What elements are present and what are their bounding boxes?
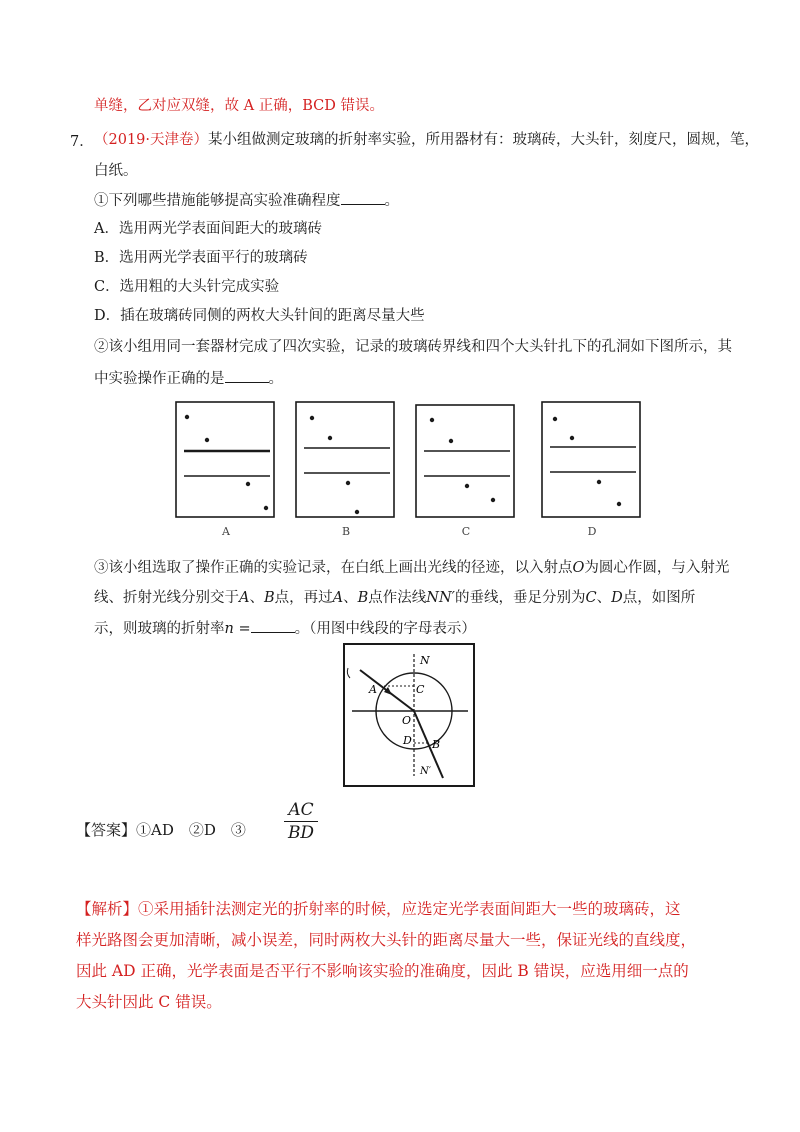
stem-line-2: 白纸。 bbox=[94, 163, 138, 179]
figure-b-label: B bbox=[341, 525, 351, 538]
part2-line-1: ②该小组用同一套器材完成了四次实验，记录的玻璃砖界线和四个大头针扎下的孔洞如下图所示，其 bbox=[94, 339, 732, 355]
figure-c-pin-3 bbox=[465, 484, 469, 488]
part2-line-2 bbox=[94, 368, 283, 389]
part3-line-3-text: 示，则玻璃的折射率 bbox=[94, 621, 225, 637]
figure-b bbox=[296, 402, 394, 538]
figure-c-pin-2 bbox=[449, 439, 453, 443]
point-a-symbol: A bbox=[239, 590, 250, 606]
figure-c-label: C bbox=[461, 525, 471, 538]
figure-b-pin-3 bbox=[346, 481, 350, 485]
figure-d-pin-2 bbox=[570, 436, 574, 440]
part3-line-3-end: 。（用图中线段的字母表示） bbox=[294, 621, 476, 637]
figure-a-frame bbox=[176, 402, 274, 517]
separator: 、 bbox=[343, 590, 358, 606]
figure-a-pin-2 bbox=[205, 438, 209, 442]
analysis-tag: 【解析】 bbox=[76, 900, 139, 918]
part1-prompt-end: 。 bbox=[384, 193, 399, 209]
option-b: B．选用两光学表面平行的玻璃砖 bbox=[94, 250, 308, 266]
analysis-text-1: ①采用插针法测定光的折射率的时候，应选定光学表面间距大一些的玻璃砖，这 bbox=[138, 900, 681, 918]
point-c-symbol: C bbox=[585, 590, 597, 606]
stem-line-1: 某小组做测定玻璃的折射率实验，所用器材有：玻璃砖，大头针，刻度尺，圆规，笔， bbox=[208, 132, 760, 148]
normal-line-symbol: NN′ bbox=[426, 590, 455, 606]
experiment-figures bbox=[170, 395, 650, 545]
figure-b-pin-1 bbox=[310, 416, 314, 420]
label-n: N bbox=[420, 654, 430, 667]
figure-a bbox=[176, 402, 274, 538]
analysis-line-3: 因此 AD 正确，光学表面是否平行不影响该实验的准确度，因此 B 错误，应选用细一点的 bbox=[76, 962, 689, 980]
point-b-symbol-2: B bbox=[357, 590, 369, 606]
answer-fraction bbox=[284, 800, 318, 843]
figure-c-pin-4 bbox=[491, 498, 495, 502]
refractive-index-symbol: n = bbox=[224, 621, 251, 637]
part3-line-1 bbox=[94, 558, 729, 578]
analysis-line-2: 样光路图会更加清晰，减小误差，同时两枚大头针的距离尽量大一些，保证光线的直线度， bbox=[76, 931, 697, 949]
part3-line-1-text: ③该小组选取了操作正确的实验记录，在白纸上画出光线的径迹，以入射点 bbox=[94, 560, 573, 576]
answer-text: ①AD ②D ③ bbox=[136, 821, 246, 839]
part3-line-2 bbox=[94, 588, 695, 608]
figure-b-pin-2 bbox=[328, 436, 332, 440]
previous-answer-tail: 单缝，乙对应双缝，故 A 正确，BCD 错误。 bbox=[94, 98, 384, 114]
part3-line-2-text: 线、折射光线分别交于 bbox=[94, 590, 239, 606]
part3-line-1-end: 为圆心作圆，与入射光 bbox=[584, 560, 730, 576]
figure-d bbox=[542, 402, 640, 538]
figure-a-pin-4 bbox=[264, 506, 268, 510]
part2-line-2-end: 。 bbox=[268, 371, 283, 387]
option-d: D．插在玻璃砖同侧的两枚大头针间的距离尽量大些 bbox=[94, 308, 425, 324]
part3-line-2-text-e: 点，如图所 bbox=[622, 590, 696, 606]
analysis-line-4: 大头针因此 C 错误。 bbox=[76, 993, 222, 1011]
question-source: （2019·天津卷） bbox=[94, 132, 209, 148]
answer-line bbox=[76, 820, 246, 840]
figure-d-label: D bbox=[587, 525, 597, 538]
question-number: 7． bbox=[70, 134, 94, 150]
question-stem bbox=[94, 130, 759, 150]
figure-c-pin-1 bbox=[430, 418, 434, 422]
figure-d-pin-4 bbox=[617, 502, 621, 506]
point-a-symbol-2: A bbox=[332, 590, 344, 606]
point-o-symbol: O bbox=[572, 560, 585, 576]
part3-line-2-text-c: 点作法线 bbox=[368, 590, 427, 606]
part2-line-2-text: 中实验操作正确的是 bbox=[94, 371, 225, 387]
separator: 、 bbox=[249, 590, 264, 606]
label-o: O bbox=[402, 714, 412, 727]
fraction-denominator: BD bbox=[287, 823, 315, 843]
label-d: D bbox=[403, 734, 412, 747]
figure-a-pin-1 bbox=[185, 415, 189, 419]
figure-c-frame bbox=[416, 405, 514, 517]
point-b-symbol: B bbox=[263, 590, 275, 606]
part3-line-3 bbox=[94, 618, 476, 639]
part3-line-2-text-d: 的垂线，垂足分别为 bbox=[454, 590, 586, 606]
label-b: B bbox=[432, 738, 441, 751]
part1-prompt-text: ①下列哪些措施能够提高实验准确程度 bbox=[94, 193, 341, 209]
figure-d-pin-1 bbox=[553, 417, 557, 421]
label-c: C bbox=[416, 683, 425, 696]
refraction-diagram bbox=[340, 640, 480, 790]
figure-d-pin-3 bbox=[597, 480, 601, 484]
part1-prompt bbox=[94, 190, 399, 211]
part3-line-2-text-b: 点，再过 bbox=[274, 590, 333, 606]
point-d-symbol: D bbox=[611, 590, 623, 606]
answer-blank-2 bbox=[225, 368, 269, 383]
diagram-corner-mark bbox=[347, 668, 350, 678]
figure-a-label: A bbox=[222, 525, 230, 538]
answer-blank-1 bbox=[341, 190, 385, 205]
fraction-numerator: AC bbox=[284, 800, 318, 822]
separator: 、 bbox=[596, 590, 612, 606]
figure-a-pin-3 bbox=[246, 482, 250, 486]
label-n-prime: N′ bbox=[420, 766, 432, 777]
figure-b-pin-4 bbox=[355, 510, 359, 514]
label-a: A bbox=[369, 683, 377, 696]
analysis-line-1 bbox=[76, 899, 681, 919]
figure-c bbox=[416, 405, 514, 538]
answer-blank-3 bbox=[251, 618, 295, 633]
option-a: A．选用两光学表面间距大的玻璃砖 bbox=[94, 221, 322, 237]
answer-tag: 【答案】 bbox=[76, 821, 137, 839]
option-c: C．选用粗的大头针完成实验 bbox=[94, 279, 280, 295]
